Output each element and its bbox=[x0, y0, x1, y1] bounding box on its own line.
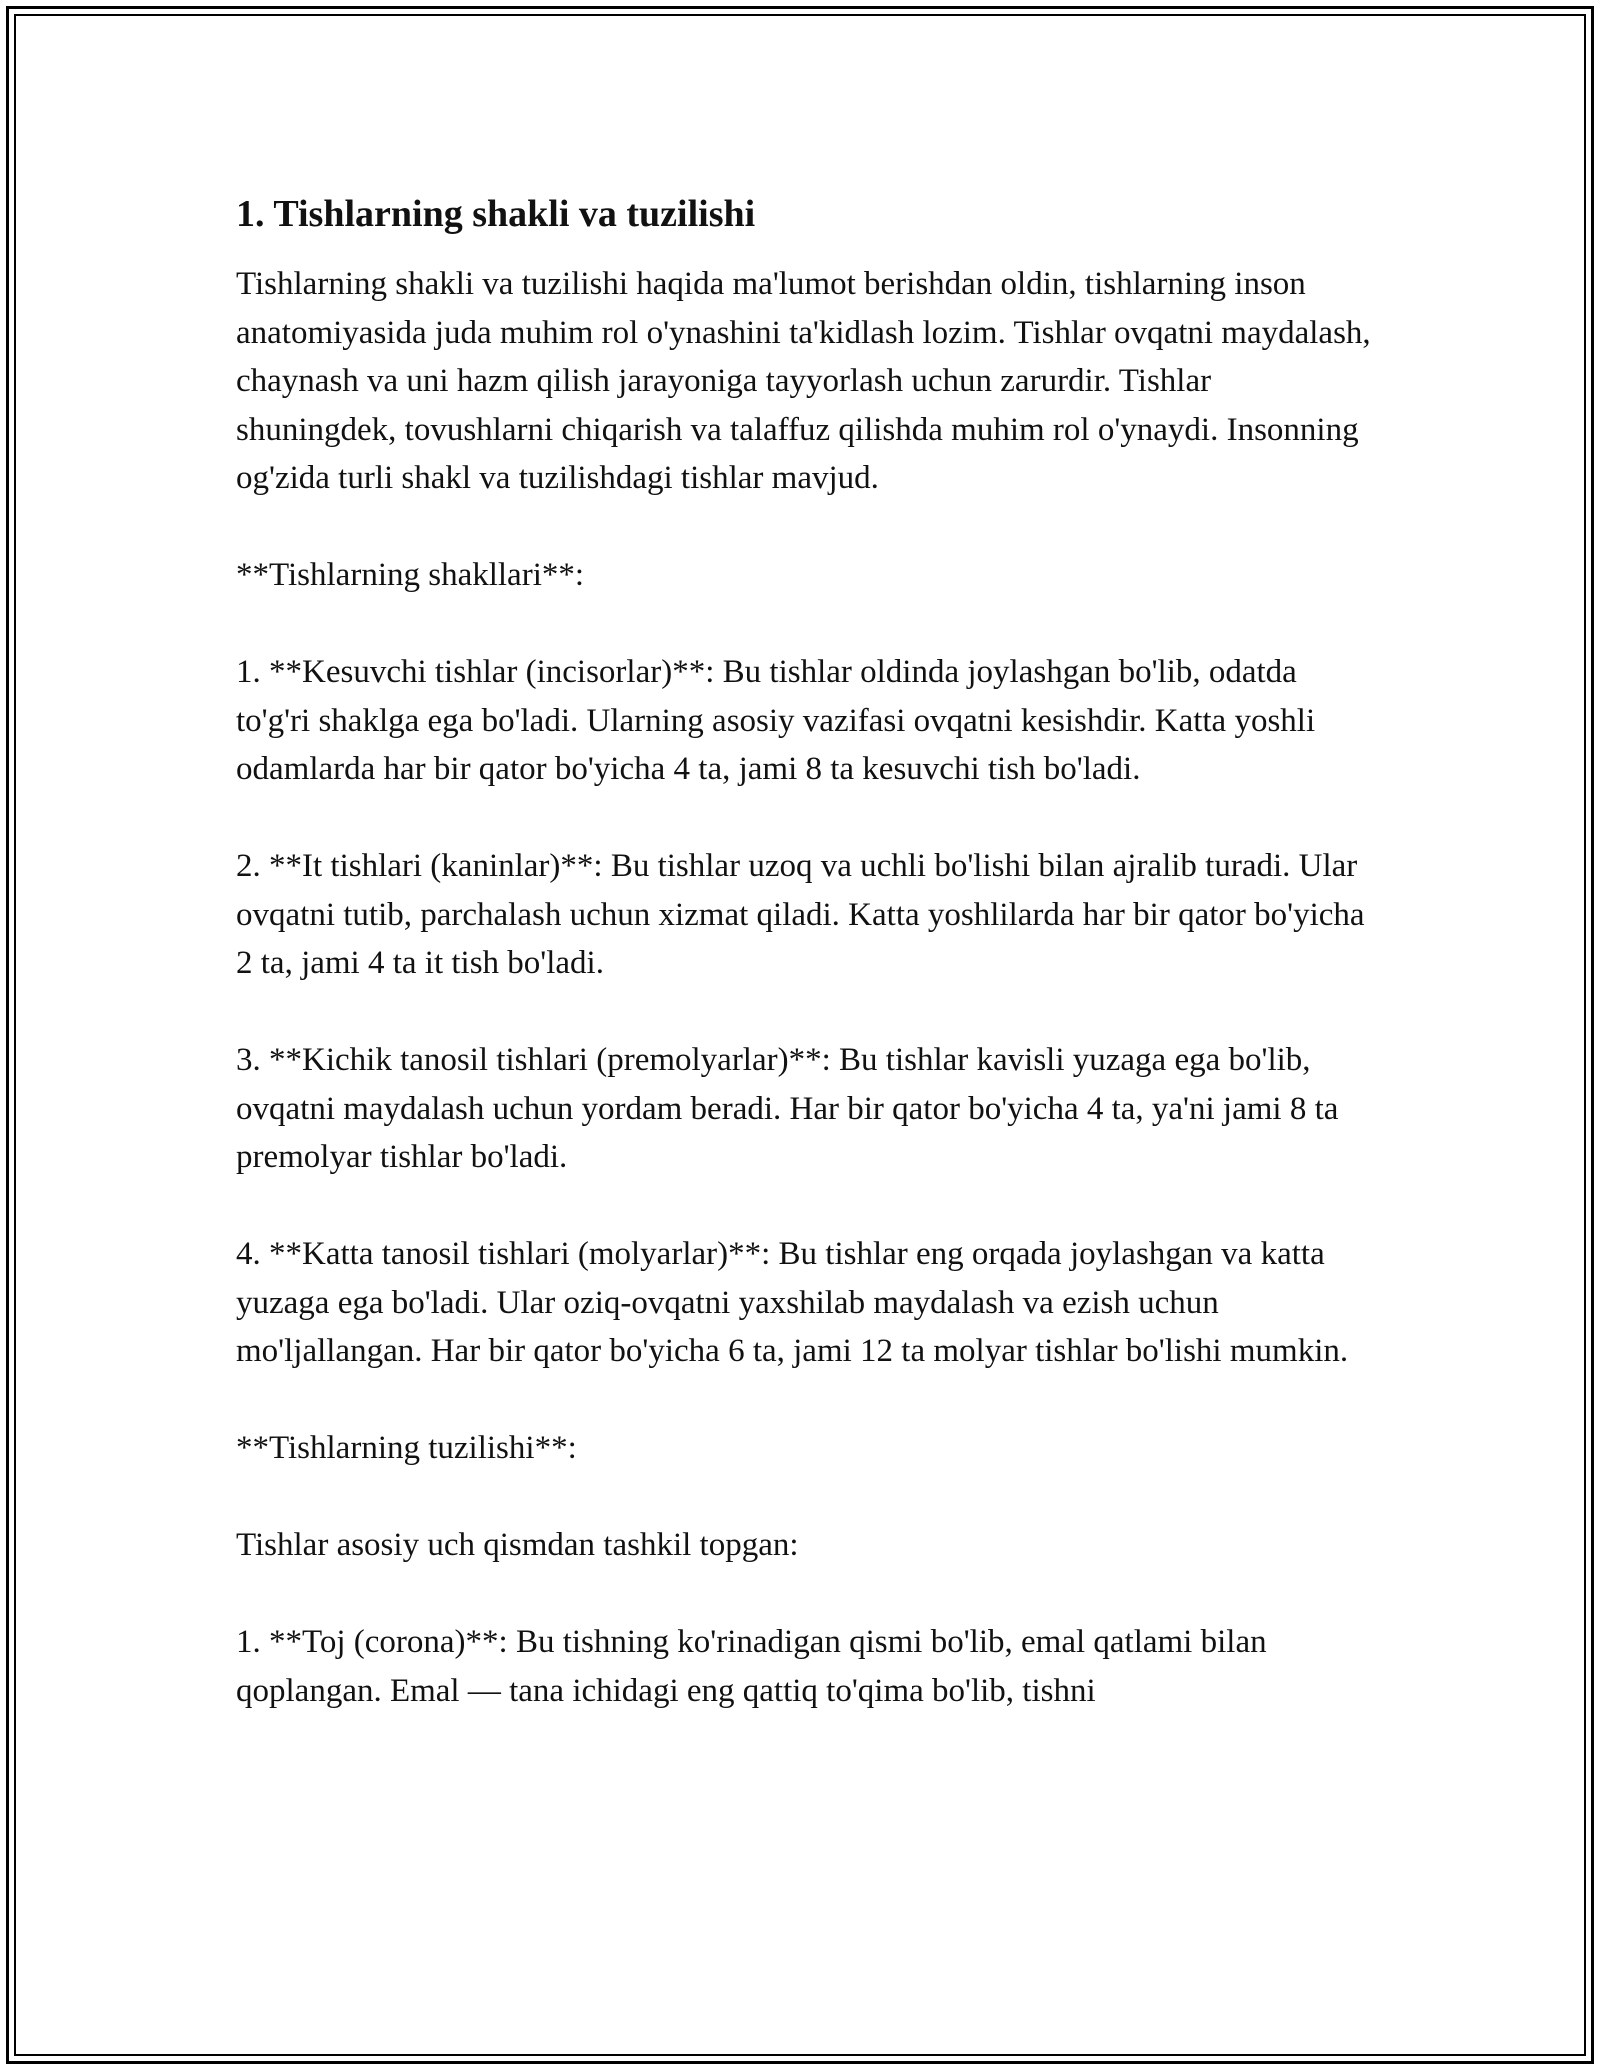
list-item-premolars: 3. **Kichik tanosil tishlari (premolyarlar)**: Bu tishlar kavisli yuzaga ega bo'lib, ovqatni maydalash uchun yordam beradi. Har bir qator bo'yicha 4 ta, ya'ni jami 8 ta premolyar tishlar bo'ladi. bbox=[236, 1042, 1339, 1175]
list-item-molars: 4. **Katta tanosil tishlari (molyarlar)**: Bu tishlar eng orqada joylashgan va katta yuzaga ega bo'ladi. Ular oziq-ovqatni yaxshilab maydalash va ezish uchun mo'ljallangan. Har bir qator bo'yicha 6 ta, jami 12 ta molyar tishlar bo'lishi mumkin. bbox=[236, 1236, 1349, 1369]
structure-subheading: **Tishlarning tuzilishi**: bbox=[236, 1430, 577, 1466]
list-item-crown: 1. **Toj (corona)**: Bu tishning ko'rinadigan qismi bo'lib, emal qatlami bilan qoplangan. Emal — tana ichidagi eng qattiq to'qima bo'lib, tishni bbox=[236, 1624, 1267, 1709]
intro-paragraph: Tishlarning shakli va tuzilishi haqida ma'lumot berishdan oldin, tishlarning inson anatomiyasida juda muhim rol o'ynashini ta'kidlash lozim. Tishlar ovqatni maydalash, chaynash va uni hazm qilish jarayoniga tayyorlash uchun zarurdir. Tishlar shuningdek, tovushlarni chiqarish va talaffuz qilishda muhim rol o'ynaydi. Insonning og'zida turli shakl va tuzilishdagi tishlar mavjud. bbox=[236, 266, 1371, 496]
structure-intro: Tishlar asosiy uch qismdan tashkil topgan: bbox=[236, 1527, 799, 1563]
document-body bbox=[236, 190, 1376, 1715]
shapes-subheading: **Tishlarning shakllari**: bbox=[236, 557, 585, 593]
list-item-canines: 2. **It tishlari (kaninlar)**: Bu tishlar uzoq va uchli bo'lishi bilan ajralib turadi. Ular ovqatni tutib, parchalash uchun xizmat qiladi. Katta yoshlilarda har bir qator bo'yicha 2 ta, jami 4 ta it tish bo'ladi. bbox=[236, 848, 1365, 981]
list-item-incisors: 1. **Kesuvchi tishlar (incisorlar)**: Bu tishlar oldinda joylashgan bo'lib, odatda to'g'ri shaklga ega bo'ladi. Ularning asosiy vazifasi ovqatni kesishdir. Katta yoshli odamlarda har bir qator bo'yicha 4 ta, jami 8 ta kesuvchi tish bo'ladi. bbox=[236, 654, 1316, 787]
section-heading: 1. Tishlarning shakli va tuzilishi bbox=[236, 193, 756, 235]
